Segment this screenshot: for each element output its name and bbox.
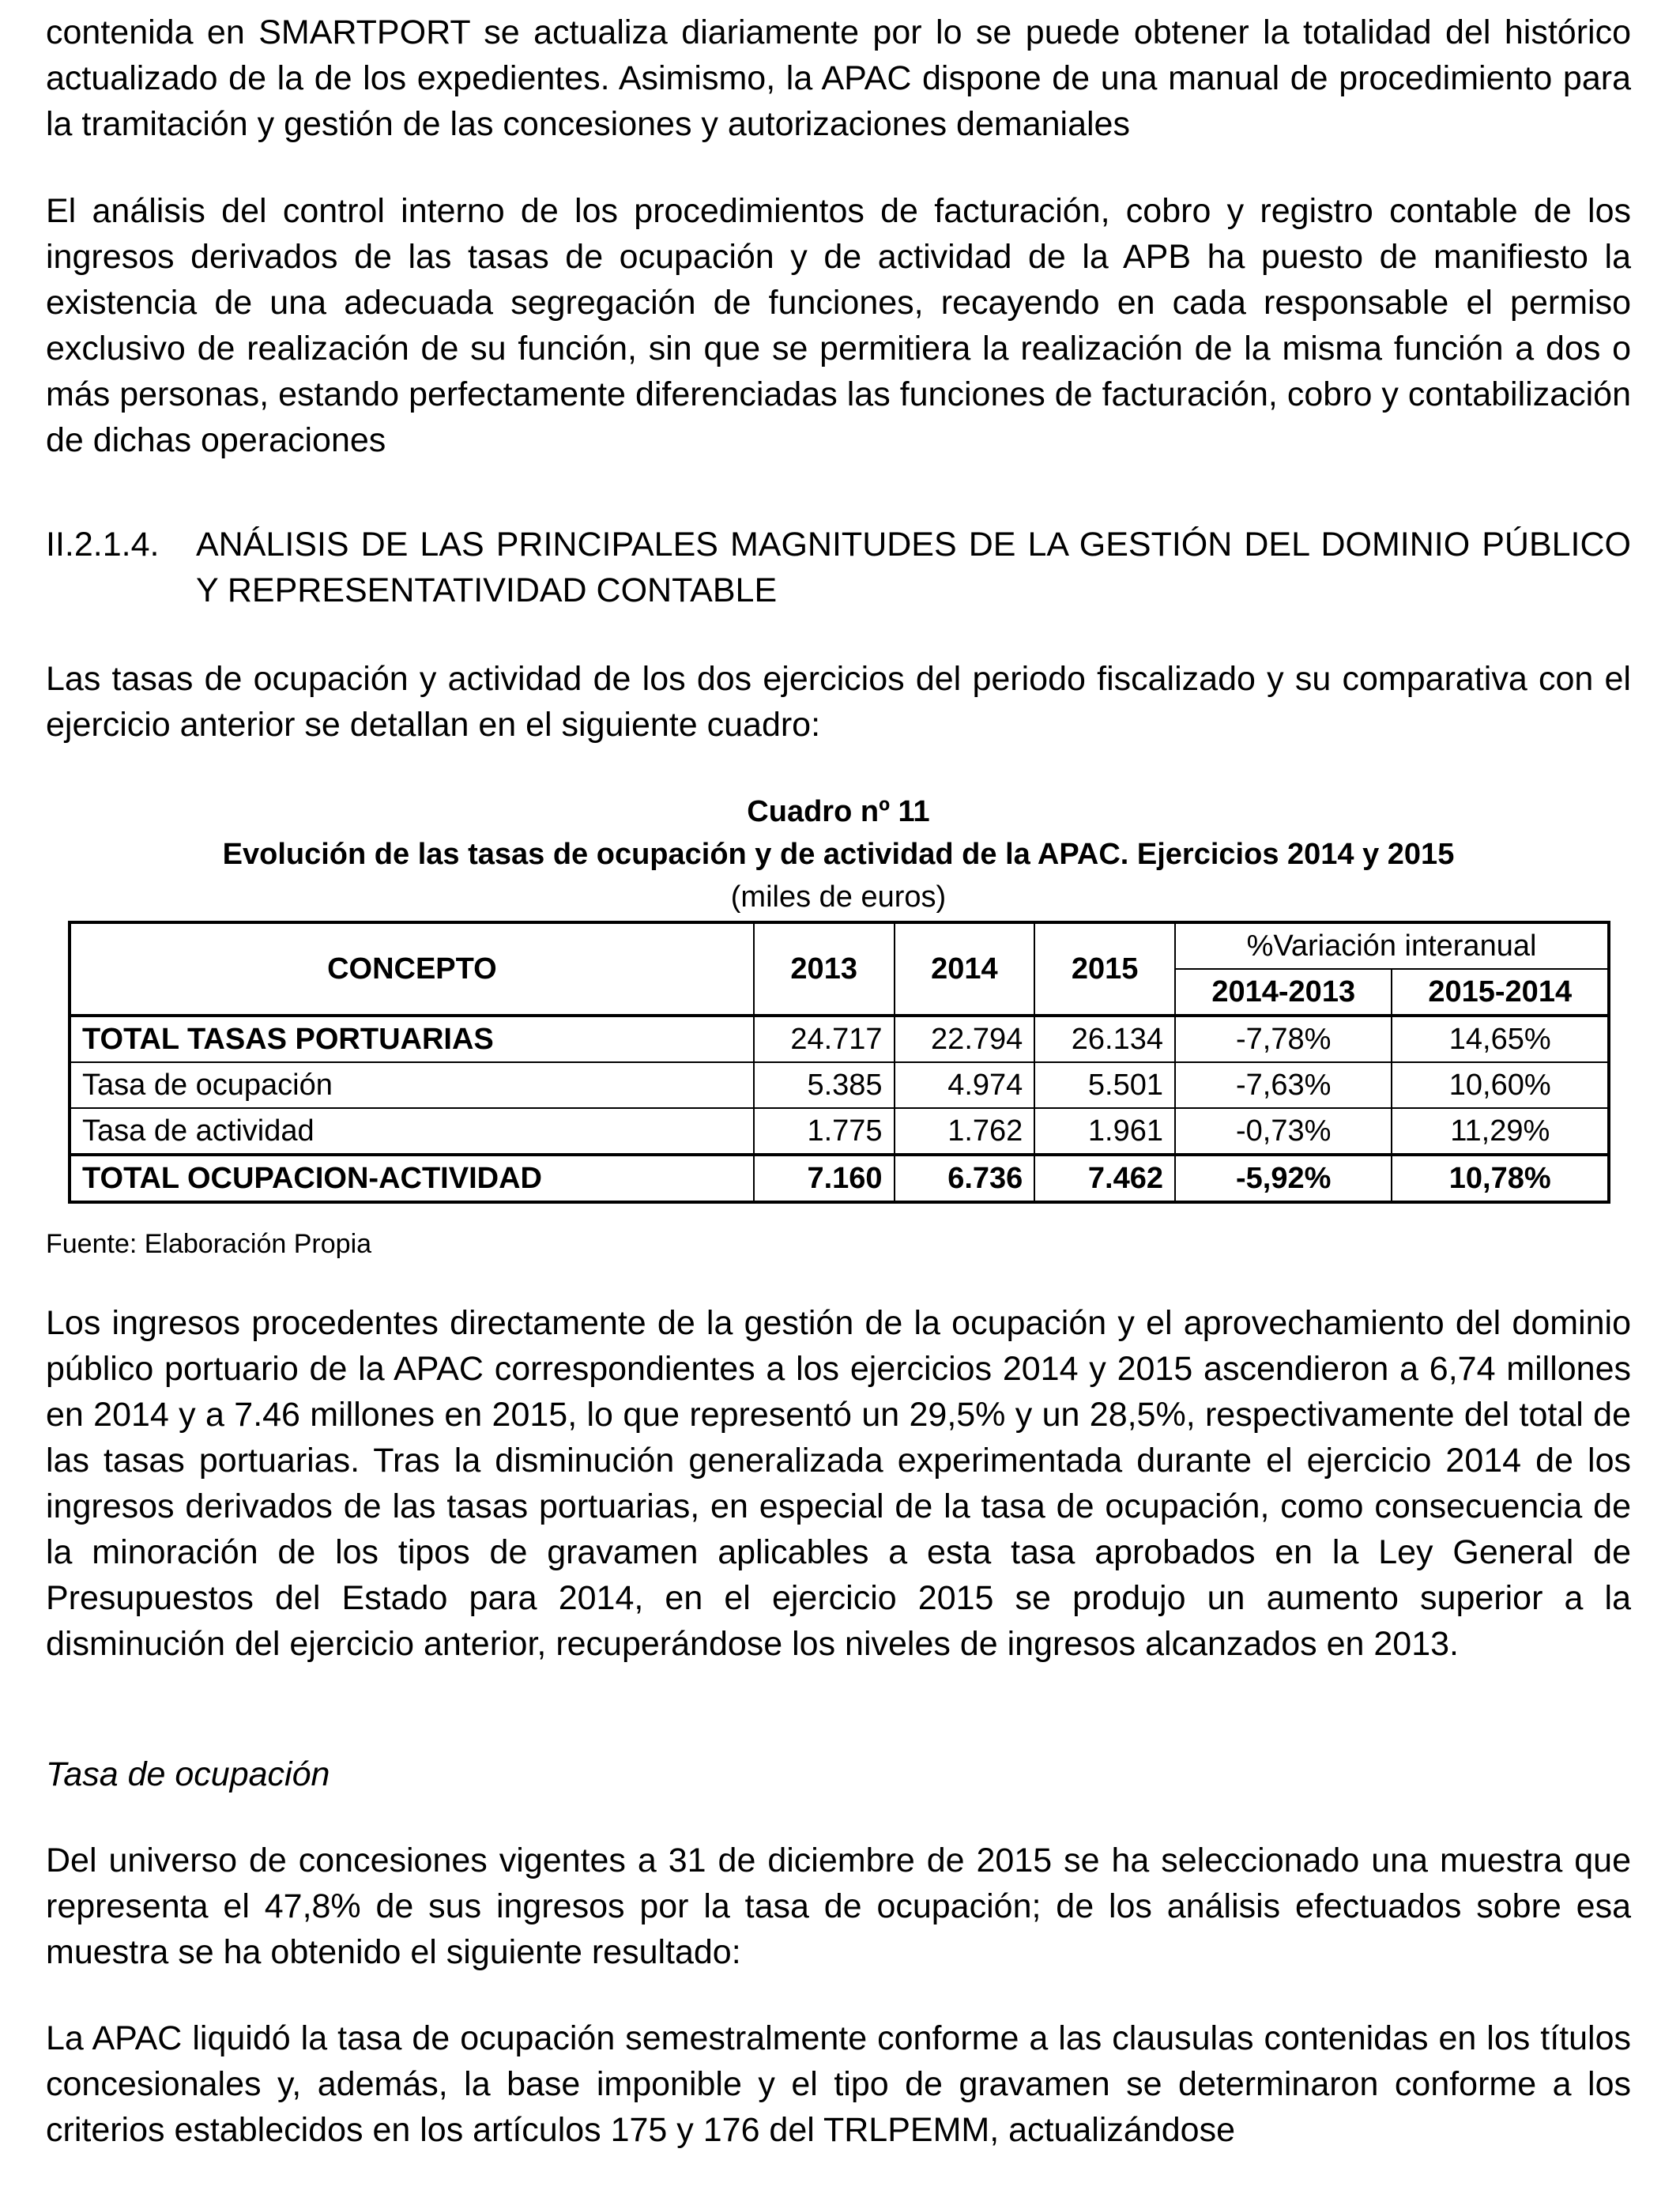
table-row bbox=[70, 1108, 1609, 1155]
subheading-tasa-ocupacion: Tasa de ocupación bbox=[46, 1755, 330, 1793]
header-2015-2014: 2015-2014 bbox=[1392, 969, 1609, 1016]
paragraph-ingresos: Los ingresos procedentes directamente de la gestión de la ocupación y el aprovechamiento del dominio público portuario de la APAC correspondientes a los ejercicios 2014 y 2015 ascendieron a 6,74 millones en 2014 y a 7.46 millones en 2015, lo que representó un 29,5% y un 28,5%, respectivamente del total de las tasas portuarias. Tras la disminución generalizada experimentada durante el ejercicio 2014 de los ingresos derivados de las tasas portuarias, en especial de la tasa de ocupación, como consecuencia de la minoración de los tipos de gravamen aplicables a esta tasa aprobados en la Ley General de Presupuestos del Estado para 2014, en el ejercicio 2015 se produjo un aumento superior a la disminución del ejercicio anterior, recuperándose los niveles de ingresos alcanzados en 2013. bbox=[46, 1304, 1631, 1663]
row-var-2015-2014: 11,29% bbox=[1392, 1108, 1609, 1155]
paragraph-muestra: Del universo de concesiones vigentes a 31 de diciembre de 2015 se ha seleccionado una muestra que representa el 47,8% de sus ingresos por la tasa de ocupación; de los análisis efectuados sobre esa muestra se ha obtenido el siguiente resultado: bbox=[46, 1842, 1631, 1971]
row-2015: 5.501 bbox=[1034, 1062, 1175, 1108]
row-2013: 24.717 bbox=[754, 1016, 895, 1062]
paragraph-intro-cuadro: Las tasas de ocupación y actividad de los dos ejercicios del periodo fiscalizado y su comparativa con el ejercicio anterior se detallan en el siguiente cuadro: bbox=[46, 660, 1631, 744]
header-2014-2013: 2014-2013 bbox=[1175, 969, 1392, 1016]
row-2013: 5.385 bbox=[754, 1062, 895, 1108]
table-caption-number: Cuadro nº 11 bbox=[747, 795, 930, 828]
row-concept: TOTAL OCUPACION-ACTIVIDAD bbox=[70, 1155, 754, 1202]
row-2014: 6.736 bbox=[895, 1155, 1035, 1202]
table-row-total bbox=[70, 1155, 1609, 1202]
row-var-2015-2014: 14,65% bbox=[1392, 1016, 1609, 1062]
table-header-row bbox=[70, 922, 1609, 969]
header-variacion: %Variación interanual bbox=[1175, 922, 1609, 969]
row-2014: 4.974 bbox=[895, 1062, 1035, 1108]
paragraph-smartport: contenida en SMARTPORT se actualiza diariamente por lo se puede obtener la totalidad del histórico actualizado de la de los expedientes. Asimismo, la APAC dispone de una manual de procedimiento para la tramitación y gestión de las concesiones y autorizaciones demaniales bbox=[46, 13, 1631, 143]
paragraph-control-interno: El análisis del control interno de los procedimientos de facturación, cobro y registro contable de los ingresos derivados de las tasas de ocupación y de actividad de la APB ha puesto de manifiesto la existencia de una adecuada segregación de funciones, recayendo en cada responsable el permiso exclusivo de realización de su función, sin que se permitiera la realización de la misma función a dos o más personas, estando perfectamente diferenciadas las funciones de facturación, cobro y contabilización de dichas operaciones bbox=[46, 192, 1631, 459]
paragraph-liquidacion: La APAC liquidó la tasa de ocupación semestralmente conforme a las clausulas contenidas en los títulos concesionales y, además, la base imponible y el tipo de gravamen se determinaron conforme a los criterios establecidos en los artículos 175 y 176 del TRLPEMM, actualizándose bbox=[46, 2019, 1631, 2149]
header-2014: 2014 bbox=[895, 922, 1035, 1016]
table-row bbox=[70, 1062, 1609, 1108]
row-2015: 26.134 bbox=[1034, 1016, 1175, 1062]
table-caption-units: (miles de euros) bbox=[730, 880, 947, 914]
section-number: II.2.1.4. bbox=[46, 526, 160, 564]
row-var-2015-2014: 10,78% bbox=[1392, 1155, 1609, 1202]
header-2013: 2013 bbox=[754, 922, 895, 1016]
row-var-2015-2014: 10,60% bbox=[1392, 1062, 1609, 1108]
row-var-2014-2013: -0,73% bbox=[1175, 1108, 1392, 1155]
row-2014: 1.762 bbox=[895, 1108, 1035, 1155]
row-2015: 1.961 bbox=[1034, 1108, 1175, 1155]
section-title: ANÁLISIS DE LAS PRINCIPALES MAGNITUDES DE LA GESTIÓN DEL DOMINIO PÚBLICO Y REPRESENTATIVIDAD CONTABLE bbox=[196, 526, 1631, 609]
tasas-table bbox=[68, 921, 1610, 1204]
row-2015: 7.462 bbox=[1034, 1155, 1175, 1202]
row-concept: TOTAL TASAS PORTUARIAS bbox=[70, 1016, 754, 1062]
header-concepto: CONCEPTO bbox=[70, 922, 754, 1016]
row-concept: Tasa de ocupación bbox=[70, 1062, 754, 1108]
row-var-2014-2013: -7,78% bbox=[1175, 1016, 1392, 1062]
row-var-2014-2013: -5,92% bbox=[1175, 1155, 1392, 1202]
row-2013: 1.775 bbox=[754, 1108, 895, 1155]
table-source: Fuente: Elaboración Propia bbox=[46, 1229, 372, 1259]
table-row bbox=[70, 1016, 1609, 1062]
row-2014: 22.794 bbox=[895, 1016, 1035, 1062]
row-concept: Tasa de actividad bbox=[70, 1108, 754, 1155]
row-2013: 7.160 bbox=[754, 1155, 895, 1202]
header-2015: 2015 bbox=[1034, 922, 1175, 1016]
row-var-2014-2013: -7,63% bbox=[1175, 1062, 1392, 1108]
table-caption-title: Evolución de las tasas de ocupación y de actividad de la APAC. Ejercicios 2014 y 2015 bbox=[222, 838, 1455, 871]
section-heading bbox=[46, 522, 1631, 613]
